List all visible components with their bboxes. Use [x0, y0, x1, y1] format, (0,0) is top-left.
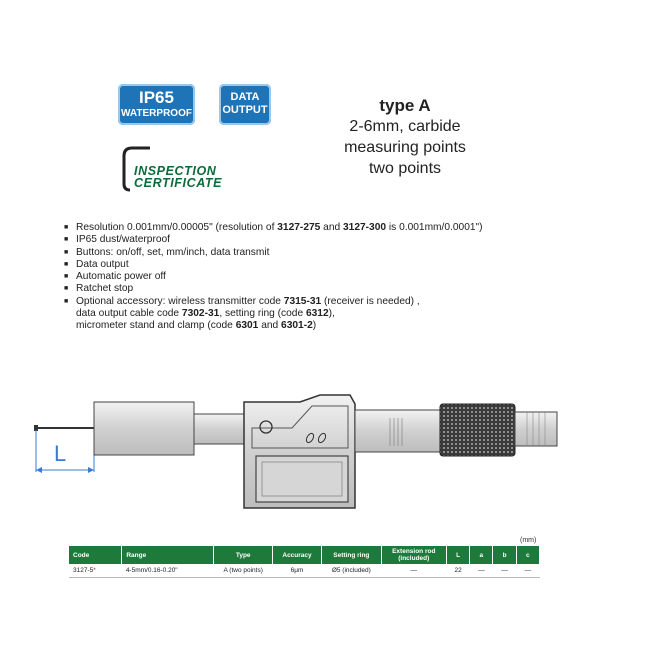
feature-ip65: ■ IP65 dust/waterproof [64, 234, 624, 246]
data-output-line1: DATA [230, 91, 260, 103]
sleeve [355, 410, 440, 452]
type-line1: 2-6mm, carbide [349, 118, 461, 135]
type-title: type A [379, 96, 431, 115]
header-b: b [493, 546, 516, 564]
certificate-line2: CERTIFICATE [134, 176, 223, 190]
cell-accuracy: 6μm [272, 564, 321, 578]
dimension-l-marker [36, 430, 94, 473]
header-code: Code [69, 546, 122, 564]
cell-c: — [516, 564, 539, 578]
ratchet-stop [515, 412, 557, 446]
inspection-certificate-logo [120, 146, 260, 192]
neck [194, 414, 244, 444]
data-output-badge [219, 84, 271, 125]
type-description [310, 95, 500, 179]
data-output-line2: OUTPUT [222, 104, 268, 116]
micrometer-drawing [30, 390, 590, 520]
ip65-label: IP65 [139, 88, 174, 107]
spec-table [69, 546, 540, 578]
cell-setting-ring: Ø5 (included) [322, 564, 381, 578]
dimension-l-label: L [54, 441, 67, 466]
ip65-waterproof-badge [118, 84, 195, 125]
cell-b: — [493, 564, 516, 578]
header-type: Type [214, 546, 272, 564]
certificate-line1: INSPECTION [134, 164, 217, 178]
cell-l: 22 [446, 564, 469, 578]
header-extension-rod: Extension rod (included) [381, 546, 446, 564]
cell-extension-rod: — [381, 564, 446, 578]
feature-power-off: ■ Automatic power off [64, 271, 624, 283]
feature-accessory-cont1: data output cable code 7302-31, setting ring (code 6312), [76, 308, 335, 320]
measuring-tip [34, 425, 94, 431]
feature-buttons: ■ Buttons: on/off, set, mm/inch, data transmit [64, 247, 624, 259]
header-c: c [516, 546, 539, 564]
feature-data-output: ■ Data output [64, 259, 624, 271]
header-range: Range [122, 546, 214, 564]
feature-accessory-cont2: micrometer stand and clamp (code 6301 and 6301-2) [76, 320, 317, 332]
header-setting-ring: Setting ring [322, 546, 381, 564]
table-row [69, 564, 540, 578]
type-line2: measuring points [344, 139, 466, 156]
type-line3: two points [368, 160, 442, 177]
header-l: L [446, 546, 469, 564]
display-housing [244, 395, 355, 508]
table-header-row [69, 546, 540, 564]
cell-range: 4-5mm/0.16-0.20" [122, 564, 214, 578]
cell-type: A (two points) [214, 564, 272, 578]
feature-list [64, 222, 624, 333]
waterproof-label: WATERPROOF [121, 108, 192, 119]
knurled-thimble [440, 404, 515, 456]
header-a: a [470, 546, 493, 564]
feature-resolution: ■ Resolution 0.001mm/0.00005" (resolution of 3127-275 and 3127-300 is 0.001mm/0.0001") [64, 222, 624, 234]
header-accuracy: Accuracy [272, 546, 321, 564]
feature-accessory: ■ Optional accessory: wireless transmitter code 7315-31 (receiver is needed) , [64, 296, 624, 308]
cell-a: — [470, 564, 493, 578]
feature-ratchet: ■ Ratchet stop [64, 283, 624, 295]
body-barrel [94, 402, 194, 455]
lcd-screen [256, 456, 348, 502]
unit-label: (mm) [520, 537, 537, 544]
cell-code: 3127-5* [69, 564, 122, 578]
